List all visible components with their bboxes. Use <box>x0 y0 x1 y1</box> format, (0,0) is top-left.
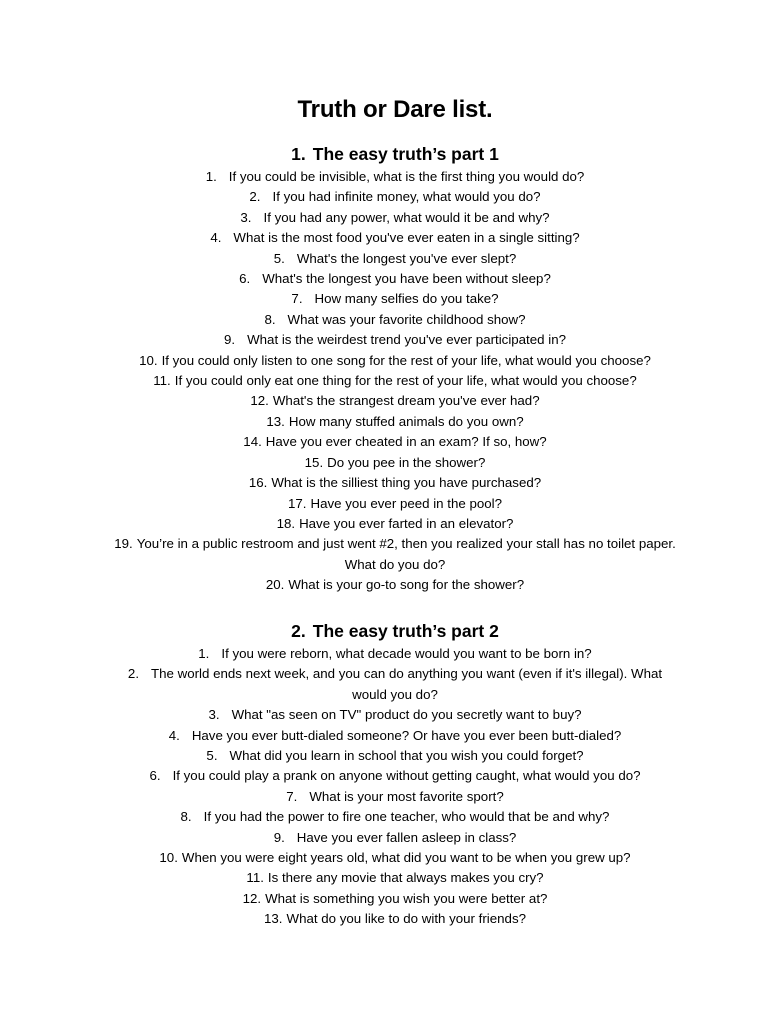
list-item <box>110 664 680 705</box>
item-number: 3. <box>240 209 252 225</box>
item-number: 13. <box>264 911 283 927</box>
question-text: What's the longest you have been without sleep? <box>262 271 551 287</box>
question-text: Have you ever cheated in an exam? If so, how? <box>265 434 547 450</box>
list-item <box>110 391 680 411</box>
item-number: 8. <box>264 311 276 327</box>
item-number: 6. <box>239 271 251 287</box>
item-number: 8. <box>180 809 192 825</box>
list-item <box>110 868 680 888</box>
item-number: 10. <box>159 850 178 866</box>
list-item <box>110 228 680 248</box>
question-text: What is the weirdest trend you've ever participated in? <box>247 332 566 348</box>
question-text: Have you ever farted in an elevator? <box>299 515 514 531</box>
list-item <box>110 351 680 371</box>
question-text: Have you ever fallen asleep in class? <box>296 829 517 845</box>
section-number: 2. <box>291 621 306 641</box>
list-item <box>110 494 680 514</box>
question-text: If you could only listen to one song for the rest of your life, what would you choose? <box>161 352 651 368</box>
list-item <box>110 249 680 269</box>
question-text: The world ends next week, and you can do anything you want (even if it's illegal). What would you do? <box>151 666 663 702</box>
question-text: If you had infinite money, what would you do? <box>272 189 541 205</box>
question-text: Do you pee in the shower? <box>327 454 486 470</box>
list-item <box>110 310 680 330</box>
item-number: 4. <box>168 727 180 743</box>
list-item <box>110 269 680 289</box>
list-item <box>110 432 680 452</box>
question-text: What "as seen on TV" product do you secretly want to buy? <box>231 707 582 723</box>
item-number: 13. <box>266 413 285 429</box>
list-item <box>110 766 680 786</box>
list-item <box>110 848 680 868</box>
item-number: 10. <box>139 352 158 368</box>
list-item <box>110 889 680 909</box>
question-text: What is your go-to song for the shower? <box>288 577 525 593</box>
item-number: 1. <box>198 646 210 661</box>
item-number: 7. <box>286 788 298 804</box>
question-text: Have you ever peed in the pool? <box>310 495 502 511</box>
item-number: 20. <box>265 577 285 593</box>
question-text: What is your most favorite sport? <box>309 788 504 804</box>
list-item <box>110 330 680 350</box>
question-text: What did you learn in school that you wish you could forget? <box>229 748 584 764</box>
item-number: 14. <box>243 434 262 450</box>
question-text: If you could only eat one thing for the rest of your life, what would you choose? <box>174 373 637 389</box>
question-text: What's the longest you've ever slept? <box>296 250 517 266</box>
item-number: 16. <box>248 475 268 491</box>
question-text: What is something you wish you were better at? <box>265 890 548 906</box>
list-item <box>110 167 680 187</box>
question-list <box>110 167 680 596</box>
list-item <box>110 473 680 493</box>
question-text: If you had the power to fire one teacher, who would that be and why? <box>203 809 610 825</box>
list-item <box>110 807 680 827</box>
question-text: You’re in a public restroom and just went #2, then you realized your stall has no toilet paper. What do you do? <box>136 536 676 572</box>
list-item <box>110 705 680 725</box>
item-number: 3. <box>208 707 220 723</box>
item-number: 4. <box>210 230 222 246</box>
list-item <box>110 453 680 473</box>
list-item <box>110 746 680 766</box>
question-text: If you could be invisible, what is the first thing you would do? <box>228 169 585 184</box>
question-text: What's the strangest dream you've ever had? <box>272 393 540 409</box>
question-text: What was your favorite childhood show? <box>287 311 526 327</box>
section-title: The easy truth’s part 2 <box>312 621 499 641</box>
list-item <box>110 412 680 432</box>
list-item <box>110 644 680 664</box>
section-heading <box>110 142 680 166</box>
list-item <box>110 371 680 391</box>
question-text: How many stuffed animals do you own? <box>288 413 524 429</box>
list-item <box>110 909 680 929</box>
item-number: 15. <box>304 454 324 470</box>
question-text: What is the most food you've ever eaten in a single sitting? <box>233 230 580 246</box>
section-title: The easy truth’s part 1 <box>312 144 499 164</box>
section-easy-truths-part-1 <box>110 142 680 596</box>
question-text: If you were reborn, what decade would you want to be born in? <box>221 646 592 661</box>
item-number: 11. <box>246 870 264 886</box>
list-item <box>110 208 680 228</box>
list-item <box>110 289 680 309</box>
item-number: 17. <box>288 495 307 511</box>
question-text: If you could play a prank on anyone without getting caught, what would you do? <box>172 768 641 784</box>
item-number: 1. <box>205 169 217 184</box>
list-item <box>110 575 680 595</box>
question-text: What is the silliest thing you have purchased? <box>271 475 542 491</box>
list-item <box>110 534 680 575</box>
item-number: 5. <box>273 250 285 266</box>
list-item <box>110 514 680 534</box>
question-list <box>110 644 680 930</box>
item-number: 18. <box>276 515 296 531</box>
item-number: 7. <box>291 291 303 307</box>
item-number: 2. <box>249 189 261 205</box>
item-number: 9. <box>273 829 285 845</box>
question-text: If you had any power, what would it be and why? <box>263 209 550 225</box>
item-number: 12. <box>250 393 269 409</box>
page-title: Truth or Dare list. <box>297 96 493 123</box>
item-number: 5. <box>206 748 218 764</box>
section-number: 1. <box>291 144 306 164</box>
section-heading <box>110 619 680 643</box>
question-text: When you were eight years old, what did you want to be when you grew up? <box>181 850 631 866</box>
item-number: 19. <box>114 536 133 552</box>
item-number: 9. <box>224 332 236 348</box>
question-text: Is there any movie that always makes you cry? <box>267 870 544 886</box>
item-number: 12. <box>242 890 262 906</box>
item-number: 6. <box>149 768 161 784</box>
list-item <box>110 828 680 848</box>
item-number: 11. <box>153 373 171 389</box>
section-easy-truths-part-2 <box>110 619 680 930</box>
item-number: 2. <box>127 666 140 682</box>
question-text: What do you like to do with your friends? <box>286 911 526 927</box>
question-text: Have you ever butt-dialed someone? Or have you ever been butt-dialed? <box>191 727 622 743</box>
list-item <box>110 726 680 746</box>
question-text: How many selfies do you take? <box>314 291 499 307</box>
list-item <box>110 787 680 807</box>
list-item <box>110 187 680 207</box>
